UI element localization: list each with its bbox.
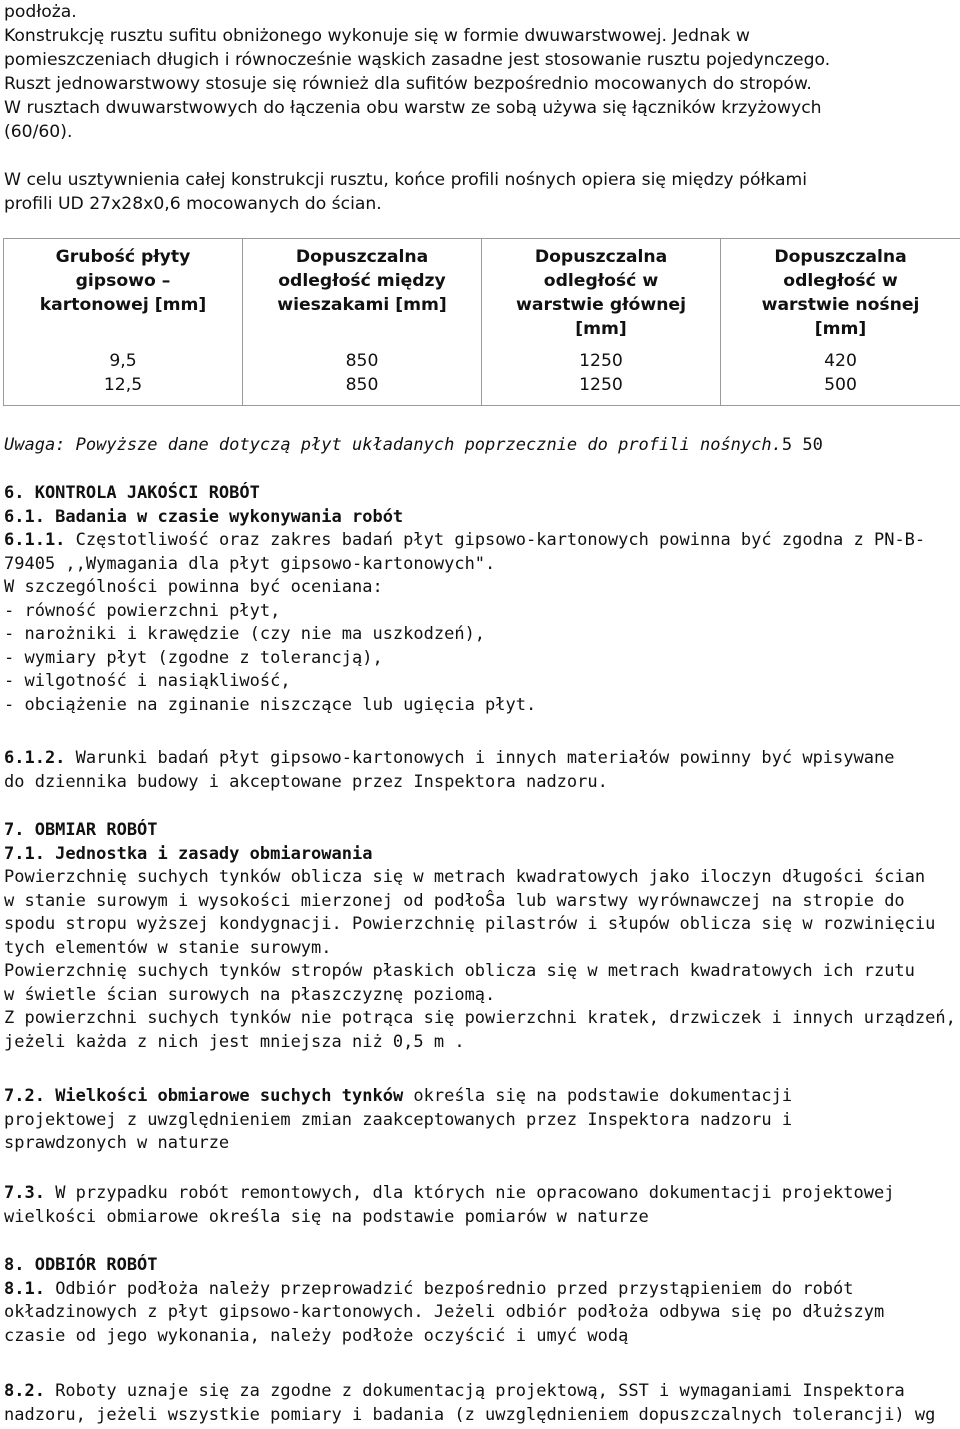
text-line: określa się na podstawie dokumentacji: [403, 1086, 793, 1106]
header-bearing-layer: Dopuszczalna odległość w warstwie nośnej [mm]: [721, 239, 960, 346]
paragraph-7-3: [4, 1182, 954, 1229]
text-line: profili UD 27x28x0,6 mocowanych do ścian.: [4, 194, 382, 214]
text-line: nadzoru, jeżeli wszystkie pomiary i badania (z uwzględnieniem dopuszczalnych tolerancji) wg: [4, 1404, 936, 1425]
text-line: tych elementów w stanie surowym.: [4, 937, 332, 958]
section-title: 6. KONTROLA JAKOŚCI ROBÓT: [4, 483, 260, 503]
text-line: w stanie surowym i wysokości mierzonej od podłoŜa lub warstwy wyrównawczej na stropie do: [4, 890, 905, 911]
paragraph-number: 8.1.: [4, 1278, 45, 1299]
section-7: [4, 819, 954, 1054]
paragraph-number: 7.2.: [4, 1086, 45, 1106]
text-line: 79405 ,,Wymagania dla płyt gipsowo-kartonowych".: [4, 553, 496, 574]
table-note: [4, 434, 954, 458]
paragraph-number: 6.1.2.: [4, 748, 66, 768]
spacing-table: [3, 238, 960, 406]
list-item: - wilgotność i nasiąkliwość,: [4, 671, 291, 691]
section-6: [4, 482, 954, 717]
text-line: Odbiór podłoża należy przeprowadzić bezpośrednio przed przystąpieniem do robót: [44, 1278, 854, 1299]
text-line: Powierzchnię suchych tynków stropów płaskich oblicza się w metrach kwadratowych ich rzutu: [4, 961, 915, 981]
text-line: wielkości obmiarowe określa się na podstawie pomiarów w naturze: [4, 1206, 649, 1227]
header-main-layer: Dopuszczalna odległość w warstwie głównej [mm]: [482, 239, 721, 346]
text-line: pomieszczeniach długich i równocześnie wąskich zasadne jest stosowanie rusztu pojedynczego.: [4, 50, 831, 70]
text-line: Ruszt jednowarstwowy stosuje się również dla sufitów bezpośrednio mocowanych do stropów.: [4, 74, 812, 94]
text-line: spodu stropu wyższej kondygnacji. Powierzchnię pilastrów i słupów oblicza się w rozwinięciu: [4, 914, 936, 934]
text-line: W szczególności powinna być oceniana:: [4, 577, 383, 597]
cell-bearing-layer: 420 500: [721, 345, 960, 406]
cell-main-layer: 1250 1250: [482, 345, 721, 406]
text-line: Konstrukcję rusztu sufitu obniżonego wykonuje się w formie dwuwarstwowej. Jednak w: [4, 26, 750, 46]
text-line: (60/60).: [4, 122, 73, 142]
intro-paragraph: [4, 0, 954, 144]
text-line: Częstotliwość oraz zakres badań płyt gipsowo-kartonowych powinna być zgodna z PN-B-: [65, 530, 926, 550]
table-row: [4, 345, 960, 406]
text-line: W przypadku robót remontowych, dla których nie opracowano dokumentacji projektowej: [44, 1183, 895, 1203]
list-item: - narożniki i krawędzie (czy nie ma uszkodzeń),: [4, 624, 486, 644]
header-thickness: Grubość płyty gipsowo – kartonowej [mm]: [4, 239, 243, 346]
text-line: sprawdzonych w naturze: [4, 1133, 230, 1153]
paragraph-7-2: [4, 1085, 954, 1156]
text-line: podłoża.: [4, 2, 77, 22]
text-line: czasie od jego wykonania, należy podłoże oczyścić i umyć wodą: [4, 1325, 629, 1346]
paragraph-number: 8.2.: [4, 1381, 45, 1401]
text-line: Powierzchnię suchych tynków oblicza się w metrach kwadratowych jako iloczyn długości ścian: [4, 867, 926, 887]
text-line: W rusztach dwuwarstwowych do łączenia obu warstw ze sobą używa się łączników krzyżowych: [4, 98, 822, 118]
paragraph-number: 6.1.1.: [4, 530, 66, 550]
text-line: W celu usztywnienia całej konstrukcji rusztu, końce profili nośnych opiera się między półkami: [4, 170, 808, 190]
cell-hanger-spacing: 850 850: [243, 345, 482, 406]
text-line: Roboty uznaje się za zgodne z dokumentacją projektową, SST i wymaganiami Inspektora: [44, 1381, 905, 1401]
list-item: - wymiary płyt (zgodne z tolerancją),: [4, 647, 383, 668]
list-item: - obciążenie na zginanie niszczące lub ugięcia płyt.: [4, 694, 537, 715]
text-line: okładzinowych z płyt gipsowo-kartonowych. Jeżeli odbiór podłoża odbywa się po dłuższym: [4, 1302, 885, 1322]
section-title: 7. OBMIAR ROBÓT: [4, 820, 158, 840]
note-suffix: 5 50: [781, 435, 823, 455]
rusztu-paragraph: [4, 168, 954, 216]
subsection-title: 7.1. Jednostka i zasady obmiarowania: [4, 843, 373, 864]
header-hanger-spacing: Dopuszczalna odległość między wieszakami [mm]: [243, 239, 482, 346]
paragraph-bold-lead: Wielkości obmiarowe suchych tynków: [44, 1086, 404, 1106]
note-text: Uwaga: Powyższe dane dotyczą płyt układanych poprzecznie do profili nośnych.: [4, 435, 782, 455]
text-line: do dziennika budowy i akceptowane przez Inspektora nadzoru.: [4, 771, 608, 792]
section-8: [4, 1254, 954, 1348]
cell-thickness: 9,5 12,5: [4, 345, 243, 406]
list-item: - równość powierzchni płyt,: [4, 600, 281, 621]
text-line: projektowej z uwzględnieniem zmian zaakceptowanych przez Inspektora nadzoru i: [4, 1109, 793, 1130]
text-line: Warunki badań płyt gipsowo-kartonowych i innych materiałów powinny być wpisywane: [65, 748, 895, 768]
text-line: w świetle ścian surowych na płaszczyznę poziomą.: [4, 984, 496, 1005]
text-line: jeżeli każda z nich jest mniejsza niż 0,5 m .: [4, 1031, 465, 1052]
paragraph-8-2: [4, 1380, 954, 1427]
subsection-title: 6.1. Badania w czasie wykonywania robót: [4, 506, 404, 527]
paragraph-6-1-2: [4, 747, 954, 794]
table-header-row: [4, 239, 960, 346]
section-title: 8. ODBIÓR ROBÓT: [4, 1255, 158, 1275]
text-line: Z powierzchni suchych tynków nie potrąca się powierzchni kratek, drzwiczek i innych urządzeń,: [4, 1008, 956, 1028]
paragraph-number: 7.3.: [4, 1183, 45, 1203]
